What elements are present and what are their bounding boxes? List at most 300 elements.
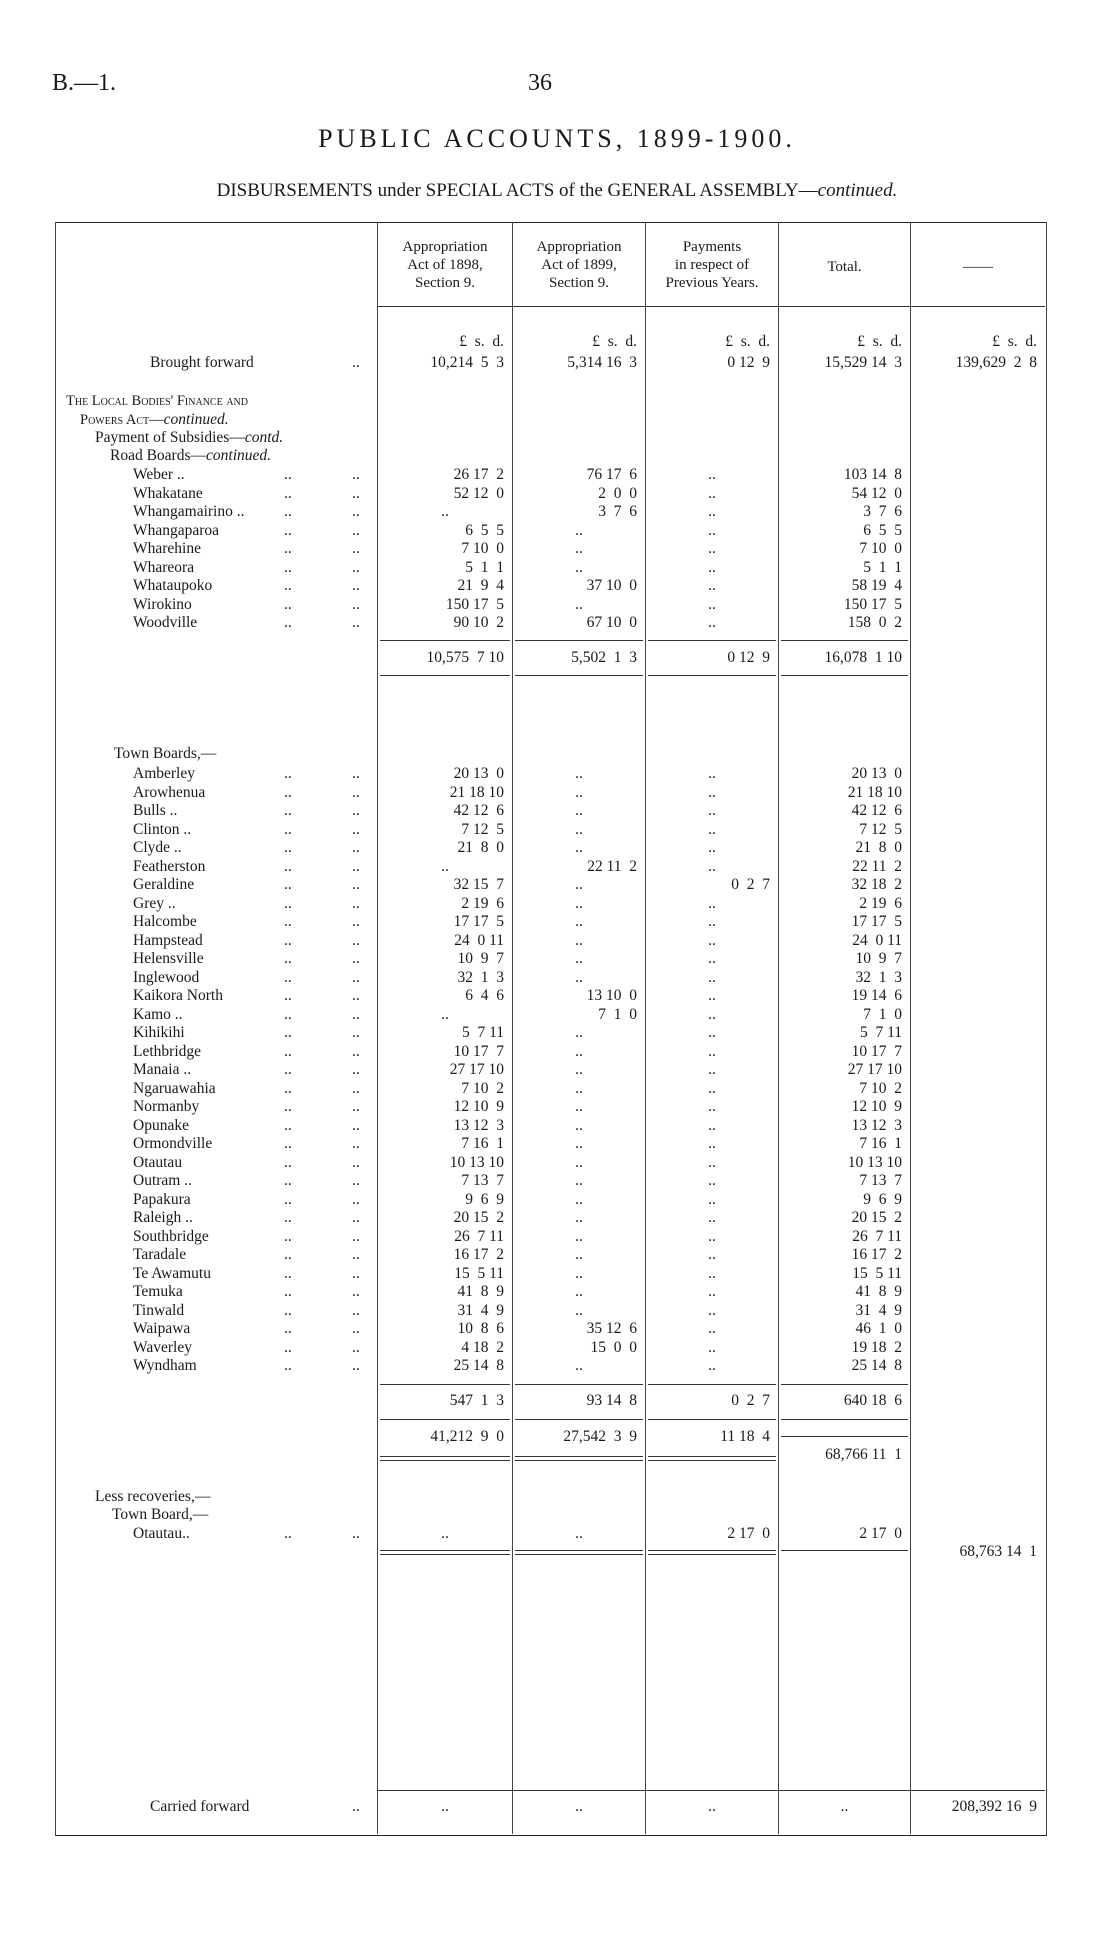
road-boards-continued: continued. (206, 447, 272, 464)
table-row-name: Taradale (133, 1246, 187, 1263)
rule (380, 640, 510, 641)
leader-dots: .. (284, 595, 292, 613)
table-cell-app1898: 42 12 6 (453, 802, 504, 819)
leader-dots: .. (352, 894, 360, 912)
table-cell-app1899: 7 1 0 (598, 1005, 637, 1023)
carried-forward-total: .. (840, 1798, 849, 1815)
leader-dots: .. (352, 968, 360, 986)
table-cell-total: 7 10 2 (859, 1079, 902, 1097)
table-cell-prev: .. (708, 1301, 716, 1319)
leader-dots: .. (284, 614, 292, 631)
table-cell-app1898: 6 4 6 (465, 987, 504, 1004)
table-cell-total: 9 6 9 (863, 1190, 902, 1208)
column-header-app1899: Appropriation Act of 1899, Section 9. (536, 239, 622, 291)
leader-dots: .. (284, 820, 292, 838)
rule (781, 1436, 908, 1437)
table-cell-app1899: .. (575, 1357, 583, 1374)
table-row-name: Te Awamutu (133, 1264, 211, 1282)
leader-dots: .. (284, 1227, 292, 1245)
table-cell-total: 21 8 0 (855, 839, 902, 856)
table-cell-app1898: 7 10 2 (461, 1079, 504, 1097)
leader-dots: .. (352, 1098, 360, 1115)
leader-dots: .. (284, 1153, 292, 1171)
table-cell-app1899: .. (575, 765, 583, 782)
leader-dots: .. (284, 1338, 292, 1356)
currency-units: £ s. d. (592, 333, 637, 350)
table-row-name: Helensville (133, 950, 204, 967)
table-cell-total: 6 5 5 (863, 521, 902, 539)
table-cell-app1899: 13 10 0 (586, 987, 637, 1004)
leader-dots: .. (352, 987, 360, 1004)
table-cell-prev: .. (708, 1135, 716, 1152)
table-cell-total: 21 18 10 (847, 783, 902, 801)
table-cell-app1898: 7 13 7 (461, 1172, 504, 1189)
leader-dots: .. (352, 466, 360, 483)
table-cell-app1898: 10 17 7 (453, 1042, 504, 1060)
table-cell-total: 15 5 11 (852, 1264, 902, 1282)
table-cell-total: 12 10 9 (851, 1098, 902, 1115)
table-cell-app1898: 7 16 1 (461, 1135, 504, 1152)
leader-dots: .. (284, 1190, 292, 1208)
leader-dots: .. (284, 913, 292, 930)
leader-dots: .. (352, 1357, 360, 1374)
recoveries-prev: 2 17 0 (727, 1525, 770, 1542)
recoveries-town-board: Town Board,— (112, 1506, 209, 1523)
table-cell-total: 46 1 0 (855, 1320, 902, 1337)
subsidies-heading (95, 429, 283, 447)
leader-dots: .. (284, 466, 292, 483)
table-row-name: Featherston (133, 857, 206, 875)
table-cell-total: 25 14 8 (851, 1357, 902, 1374)
table-cell-prev: .. (708, 913, 716, 930)
table-cell-prev: .. (708, 1190, 716, 1208)
table-row-name: Halcombe (133, 913, 197, 930)
table-cell-app1899: .. (575, 1024, 583, 1041)
leader-dots: .. (284, 857, 292, 875)
town-subtotal-app1898: 547 1 3 (449, 1392, 504, 1409)
leader-dots: .. (352, 1338, 360, 1356)
table-cell-app1898: 21 8 0 (457, 839, 504, 856)
rule (515, 1384, 643, 1385)
recoveries-heading: Less recoveries,— (95, 1488, 211, 1505)
table-cell-app1898: 25 14 8 (453, 1357, 504, 1374)
table-cell-prev: .. (708, 577, 716, 594)
table-cell-prev: .. (708, 484, 716, 502)
table-cell-total: 27 17 10 (847, 1061, 902, 1078)
leader-dots: .. (284, 1246, 292, 1263)
brought-forward-total: 15,529 14 3 (824, 354, 902, 371)
rule (515, 1550, 643, 1551)
rule (378, 1790, 1045, 1791)
table-cell-total: 17 17 5 (851, 913, 902, 930)
table-cell-prev: .. (708, 1246, 716, 1263)
rule (648, 1384, 776, 1385)
table-cell-app1899: .. (575, 1172, 583, 1189)
table-cell-total: 5 7 11 (859, 1024, 902, 1041)
table-row-name: Ngaruawahia (133, 1079, 216, 1097)
page-subtitle (0, 180, 1114, 202)
brought-forward-prev: 0 12 9 (727, 354, 770, 371)
table-cell-app1898: 7 12 5 (461, 820, 504, 838)
rule (515, 640, 643, 641)
table-cell-total: 158 0 2 (847, 614, 902, 631)
leader-dots: .. (352, 1024, 360, 1041)
table-row-name: Whakatane (133, 484, 203, 502)
subtitle-continued: continued. (817, 180, 898, 201)
table-cell-app1898: 10 8 6 (457, 1320, 504, 1337)
table-cell-app1899: .. (575, 595, 583, 613)
table-cell-prev: .. (708, 558, 716, 576)
table-row-name: Kamo .. (133, 1005, 183, 1023)
table-row-name: Normanby (133, 1098, 200, 1115)
leader-dots: .. (284, 1209, 292, 1226)
column-header-previous-years: Payments in respect of Previous Years. (665, 239, 759, 291)
leader-dots: .. (352, 1005, 360, 1023)
table-cell-app1899: .. (575, 1227, 583, 1245)
table-cell-total: 13 12 3 (851, 1116, 902, 1134)
table-row-name: Kihikihi (133, 1024, 185, 1041)
leader-dots: .. (352, 802, 360, 819)
table-row-name: Whataupoko (133, 577, 213, 594)
leader-dots: .. (352, 1153, 360, 1171)
road-boards-heading (110, 447, 271, 465)
leader-dots: .. (352, 1042, 360, 1060)
leader-dots: .. (352, 1227, 360, 1245)
leader-dots: .. (284, 1525, 292, 1542)
table-cell-total: 20 15 2 (851, 1209, 902, 1226)
table-row-name: Hampstead (133, 931, 203, 949)
town-boards-heading: Town Boards,— (114, 745, 217, 762)
leader-dots: .. (352, 614, 360, 631)
subsidies-text: Payment of Subsidies— (95, 429, 245, 446)
table-cell-app1898: 21 18 10 (449, 783, 504, 801)
leader-dots: .. (284, 540, 292, 557)
leader-dots: .. (352, 857, 360, 875)
table-cell-total: 7 16 1 (859, 1135, 902, 1152)
column-header-app1898: Appropriation Act of 1898, Section 9. (402, 239, 488, 291)
table-cell-prev: .. (708, 1357, 716, 1374)
table-cell-app1898: 26 7 11 (454, 1227, 504, 1245)
town-subtotal-prev: 0 2 7 (731, 1392, 770, 1409)
table-cell-prev: .. (708, 595, 716, 613)
table-cell-app1898: 26 17 2 (453, 466, 504, 483)
subtitle-main: DISBURSEMENTS under SPECIAL ACTS of the GENERAL ASSEMBLY— (216, 180, 818, 201)
leader-dots: .. (352, 820, 360, 838)
leader-dots: .. (284, 839, 292, 856)
table-cell-total: 32 18 2 (851, 876, 902, 893)
leader-dots: .. (352, 1172, 360, 1189)
rule (648, 640, 776, 641)
column-header-total: Total. (827, 259, 862, 275)
combined-total-prev: 11 18 4 (720, 1428, 770, 1445)
leader-dots: .. (284, 1172, 292, 1189)
brought-forward-grand: 139,629 2 8 (955, 354, 1037, 371)
leader-dots: .. (284, 577, 292, 594)
table-cell-prev: .. (708, 1116, 716, 1134)
leader-dots: .. (352, 521, 360, 539)
table-cell-prev: .. (708, 1098, 716, 1115)
table-cell-app1899: 2 0 0 (598, 484, 637, 502)
leader-dots: .. (284, 1116, 292, 1134)
table-cell-app1899: .. (575, 950, 583, 967)
table-cell-prev: .. (708, 503, 716, 520)
table-cell-total: 10 17 7 (851, 1042, 902, 1060)
leader-dots: .. (284, 783, 292, 801)
table-cell-prev: .. (708, 1320, 716, 1337)
table-cell-prev: .. (708, 540, 716, 557)
table-cell-app1898: 4 18 2 (461, 1338, 504, 1356)
table-cell-app1898: 20 13 0 (453, 765, 504, 782)
leader-dots: .. (284, 1301, 292, 1319)
leader-dots: .. (352, 577, 360, 594)
table-cell-app1898: 5 1 1 (465, 558, 504, 576)
table-cell-app1898: 10 9 7 (457, 950, 504, 967)
table-cell-app1898: 24 0 11 (454, 931, 504, 949)
table-row-name: Grey .. (133, 894, 176, 912)
table-cell-total: 19 14 6 (851, 987, 902, 1004)
leader-dots: .. (352, 484, 360, 502)
table-cell-app1899: 67 10 0 (586, 614, 637, 631)
subsidies-contd: contd. (244, 429, 284, 446)
table-cell-prev: .. (708, 1227, 716, 1245)
table-cell-app1899: .. (575, 1283, 583, 1300)
act-title: The Local Bodies' Finance and (66, 393, 248, 409)
table-cell-total: 32 1 3 (855, 968, 902, 986)
table-cell-app1899: .. (575, 540, 583, 557)
leader-dots: .. (352, 1116, 360, 1134)
leader-dots: .. (352, 1190, 360, 1208)
leader-dots: .. (352, 839, 360, 856)
table-cell-app1898: 90 10 2 (453, 614, 504, 631)
table-cell-prev: .. (708, 894, 716, 912)
table-cell-prev: 0 2 7 (731, 876, 770, 893)
leader-dots: .. (352, 1135, 360, 1152)
recoveries-app1898: .. (441, 1525, 449, 1542)
table-cell-app1898: 13 12 3 (453, 1116, 504, 1134)
leader-dots: .. (284, 1061, 292, 1078)
table-cell-prev: .. (708, 857, 716, 875)
leader-dots: .. (284, 894, 292, 912)
table-cell-app1898: 10 13 10 (449, 1153, 504, 1171)
table-cell-total: 26 7 11 (852, 1227, 902, 1245)
leader-dots: .. (284, 802, 292, 819)
table-cell-app1899: .. (575, 913, 583, 930)
rule (781, 640, 908, 641)
table-cell-app1899: .. (575, 521, 583, 539)
leader-dots: .. (352, 1209, 360, 1226)
road-subtotal-prev: 0 12 9 (727, 649, 770, 666)
rule (648, 1419, 776, 1420)
leader-dots: .. (284, 1005, 292, 1023)
table-cell-app1899: .. (575, 783, 583, 801)
table-cell-prev: .. (708, 1283, 716, 1300)
leader-dots: .. (352, 540, 360, 557)
table-cell-prev: .. (708, 1042, 716, 1060)
leader-dots: .. (284, 558, 292, 576)
table-row-name: Wirokino (133, 595, 192, 613)
table-cell-app1898: .. (441, 1005, 449, 1023)
rule (648, 1460, 776, 1461)
table-row-name: Clyde .. (133, 839, 182, 856)
table-cell-prev: .. (708, 1172, 716, 1189)
combined-total-app1899: 27,542 3 9 (563, 1428, 637, 1445)
road-boards-text: Road Boards— (110, 447, 207, 464)
leader-dots: .. (352, 1283, 360, 1300)
table-cell-total: 31 4 9 (855, 1301, 902, 1319)
rule (380, 675, 510, 676)
leader-dots: .. (352, 558, 360, 576)
table-cell-app1899: 37 10 0 (586, 577, 637, 594)
table-cell-total: 19 18 2 (851, 1338, 902, 1356)
table-cell-total: 7 1 0 (863, 1005, 902, 1023)
table-row-name: Amberley (133, 765, 195, 782)
road-subtotal-total: 16,078 1 10 (824, 649, 902, 666)
table-row-name: Manaia .. (133, 1061, 192, 1078)
table-cell-app1898: 7 10 0 (461, 540, 504, 557)
leader-dots: .. (284, 503, 292, 520)
leader-dots: .. (352, 1061, 360, 1078)
net-total: 68,763 14 1 (959, 1543, 1037, 1560)
table-cell-app1898: 6 5 5 (465, 521, 504, 539)
table-cell-prev: .. (708, 1061, 716, 1078)
table-row-name: Woodville (133, 614, 198, 631)
leader-dots: .. (352, 931, 360, 949)
leader-dots: .. (352, 876, 360, 893)
leader-dots: .. (284, 931, 292, 949)
leader-dots: .. (284, 1283, 292, 1300)
rule (648, 1456, 776, 1457)
table-row-name: Whangaparoa (133, 521, 220, 539)
table-cell-total: 10 13 10 (847, 1153, 902, 1171)
table-row-name: Waipawa (133, 1320, 191, 1337)
table-cell-prev: .. (708, 765, 716, 782)
table-cell-app1899: .. (575, 1135, 583, 1152)
table-row-name: Lethbridge (133, 1042, 202, 1060)
leader-dots: .. (284, 1135, 292, 1152)
table-row-name: Tinwald (133, 1301, 185, 1319)
rule (380, 1456, 510, 1457)
combined-total-app1898: 41,212 9 0 (430, 1428, 504, 1445)
rule (648, 675, 776, 676)
carried-forward-label: Carried forward (150, 1798, 250, 1815)
table-cell-prev: .. (708, 614, 716, 631)
rule (380, 1460, 510, 1461)
table-row-name: Kaikora North (133, 987, 223, 1004)
table-cell-app1898: 150 17 5 (445, 595, 504, 613)
leader-dots: .. (284, 950, 292, 967)
brought-forward-app1898: 10,214 5 3 (430, 354, 504, 371)
table-cell-prev: .. (708, 1338, 716, 1356)
table-cell-app1898: 16 17 2 (453, 1246, 504, 1263)
table-cell-prev: .. (708, 1024, 716, 1041)
brought-forward-app1899: 5,314 16 3 (567, 354, 637, 371)
leader-dots: .. (284, 1098, 292, 1115)
table-cell-app1899: .. (575, 558, 583, 576)
table-row-name: Papakura (133, 1190, 191, 1208)
table-cell-app1898: 17 17 5 (453, 913, 504, 930)
leader-dots: .. (352, 1264, 360, 1282)
act-title-line2: Powers Act— (80, 412, 164, 428)
currency-units: £ s. d. (459, 333, 504, 350)
table-cell-total: 42 12 6 (851, 802, 902, 819)
table-cell-app1899: 3 7 6 (598, 503, 637, 520)
leader-dots: .. (284, 1024, 292, 1041)
table-cell-app1899: .. (575, 839, 583, 856)
table-cell-app1899: .. (575, 1153, 583, 1171)
table-cell-total: 3 7 6 (863, 503, 902, 520)
leader-dots: .. (284, 968, 292, 986)
rule (515, 1419, 643, 1420)
table-cell-prev: .. (708, 987, 716, 1004)
table-row-name: Weber .. (133, 466, 185, 483)
table-cell-prev: .. (708, 466, 716, 483)
table-cell-total: 7 10 0 (859, 540, 902, 557)
table-cell-app1899: .. (575, 1209, 583, 1226)
table-row-name: Clinton .. (133, 820, 192, 838)
table-cell-app1898: 21 9 4 (457, 577, 504, 594)
leader-dots: .. (352, 1079, 360, 1097)
leader-dots: .. (284, 1357, 292, 1374)
carried-forward-app1899: .. (575, 1798, 583, 1815)
leader-dots: .. (352, 595, 360, 613)
table-cell-app1899: .. (575, 1246, 583, 1263)
combined-total-total: 68,766 11 1 (825, 1446, 902, 1463)
table-cell-app1899: 22 11 2 (587, 857, 637, 875)
table-row-name: Otautau (133, 1153, 183, 1171)
rule (781, 1419, 908, 1420)
table-cell-app1899: .. (575, 802, 583, 819)
recoveries-app1899: .. (575, 1525, 583, 1542)
table-cell-prev: .. (708, 521, 716, 539)
leader-dots: .. (284, 521, 292, 539)
leader-dots: .. (284, 1042, 292, 1060)
table-cell-prev: .. (708, 820, 716, 838)
table-row-name: Inglewood (133, 968, 200, 986)
road-subtotal-app1899: 5,502 1 3 (571, 649, 637, 666)
table-cell-total: 2 19 6 (859, 894, 902, 912)
table-cell-app1899: .. (575, 1098, 583, 1115)
leader-dots: .. (284, 876, 292, 893)
table-cell-prev: .. (708, 1209, 716, 1226)
table-cell-total: 16 17 2 (851, 1246, 902, 1263)
currency-units: £ s. d. (725, 333, 770, 350)
table-cell-prev: .. (708, 931, 716, 949)
table-cell-app1898: 41 8 9 (457, 1283, 504, 1300)
page-title: PUBLIC ACCOUNTS, 1899-1900. (318, 124, 796, 153)
table-cell-app1898: .. (441, 857, 449, 875)
rule (380, 1550, 510, 1551)
table-cell-total: 10 9 7 (855, 950, 902, 967)
town-subtotal-app1899: 93 14 8 (586, 1392, 637, 1409)
leader-dots: .. (284, 1264, 292, 1282)
table-cell-prev: .. (708, 1005, 716, 1023)
table-cell-total: 20 13 0 (851, 765, 902, 782)
table-cell-prev: .. (708, 1079, 716, 1097)
leader-dots: .. (352, 950, 360, 967)
recoveries-row-name: Otautau.. (133, 1525, 190, 1542)
table-row-name: Arowhenua (133, 783, 206, 801)
table-cell-prev: .. (708, 783, 716, 801)
leader-dots: .. (284, 484, 292, 502)
table-cell-app1899: .. (575, 1190, 583, 1208)
table-cell-app1899: .. (575, 1264, 583, 1282)
table-row-name: Temuka (133, 1283, 183, 1300)
recoveries-total: 2 17 0 (859, 1525, 902, 1542)
table-row-name: Opunake (133, 1116, 189, 1134)
table-row-name: Raleigh .. (133, 1209, 193, 1226)
town-subtotal-total: 640 18 6 (843, 1392, 902, 1409)
table-cell-total: 24 0 11 (852, 931, 902, 949)
